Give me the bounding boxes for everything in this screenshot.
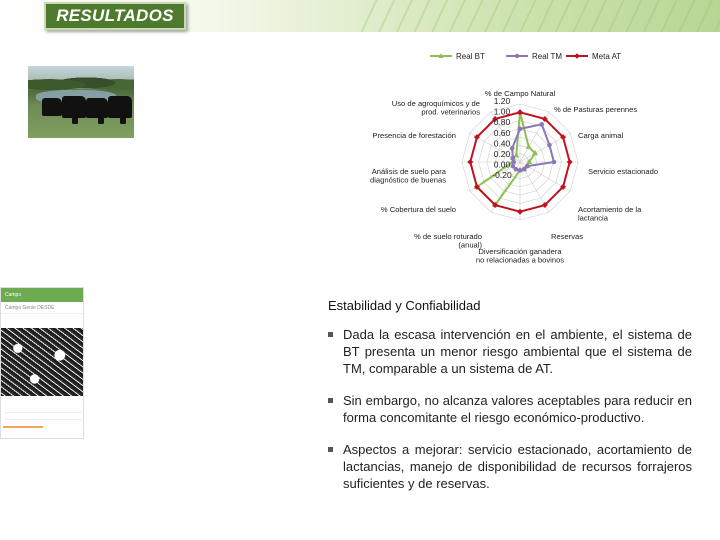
- axis-label-line: % Cobertura del suelo: [380, 205, 456, 214]
- bullet-item: [324, 392, 692, 426]
- series-marker: [547, 143, 552, 148]
- axis-label-line: % de Campo Natural: [484, 89, 556, 98]
- axis-label-line: prod. veterinarios: [421, 107, 480, 117]
- bullet-square-icon: [328, 398, 333, 403]
- axis-label-line: lactancia: [578, 213, 608, 223]
- series-marker: [526, 144, 532, 149]
- series-marker: [511, 156, 516, 161]
- section-heading: Estabilidad y Confiabilidad: [328, 298, 481, 313]
- radial-tick-label: 1.20: [493, 96, 511, 106]
- series-marker: [518, 127, 523, 132]
- axis-label: [372, 131, 456, 140]
- bullet-square-icon: [328, 332, 333, 337]
- bullet-text: Aspectos a mejorar: servicio estacionado, acortamiento de lactancias, manejo de disponibilidad de recursos forrajeros suficientes y de reservas.: [343, 442, 692, 491]
- phone-subtitle: Campo Genie DESDE: [1, 302, 83, 314]
- axis-label: [370, 167, 447, 185]
- cow: [120, 112, 126, 124]
- radial-tick-label: 0.60: [493, 127, 511, 138]
- bullet-text: Sin embargo, no alcanza valores aceptables para reducir en forma concomitante el riesgo económico-productivo.: [343, 393, 692, 425]
- bullet-item: [324, 441, 692, 492]
- radial-tick-label: 0.20: [493, 149, 511, 159]
- series-marker: [510, 146, 515, 151]
- axis-label-line: Servicio estacionado: [588, 167, 659, 176]
- axis-label-line: (anual): [458, 240, 482, 250]
- axis-label: [381, 205, 456, 214]
- axis-label: [392, 99, 480, 117]
- radial-tick-label: -0.20: [492, 170, 512, 181]
- title-box: [44, 2, 186, 30]
- series-line: [512, 124, 554, 170]
- series-marker: [522, 167, 527, 172]
- series-marker: [467, 159, 473, 165]
- radial-tick-label: 1.00: [493, 106, 511, 117]
- axis-label: [485, 89, 556, 98]
- leaf-decoration: [360, 0, 720, 32]
- axis-label-line: no relacionadas a bovinos: [475, 255, 565, 265]
- axis-label-line: Reservas: [551, 232, 584, 241]
- cow: [42, 98, 62, 116]
- radar-chart: [364, 46, 694, 272]
- axis-label: [476, 247, 564, 265]
- satellite-map: [1, 328, 84, 396]
- radial-tick-label: 0.40: [493, 138, 511, 149]
- axis-label-line: Presencia de forestación: [372, 131, 456, 140]
- axis-label-line: % de Pasturas perennes: [554, 105, 638, 114]
- legend-label: Meta AT: [592, 52, 622, 61]
- bullet-list: [324, 326, 692, 507]
- series-marker: [539, 122, 544, 127]
- axis-label-line: Diversificación ganadera: [478, 247, 562, 256]
- bullet-item: [324, 326, 692, 377]
- cattle-photo: [28, 66, 134, 138]
- tree-line: [28, 72, 134, 90]
- series-marker: [567, 159, 573, 165]
- cow: [98, 112, 104, 124]
- axis-label-line: Carga animal: [578, 131, 624, 140]
- phone-app-title: Campo: [5, 292, 22, 298]
- series-marker: [511, 160, 516, 165]
- phone-progress-bar: [3, 426, 43, 428]
- legend-marker: [574, 53, 580, 59]
- page-title: RESULTADOS: [56, 6, 174, 25]
- series-marker: [517, 209, 523, 215]
- series-marker: [518, 168, 523, 173]
- chart-legend: [430, 52, 621, 61]
- cow: [72, 112, 78, 124]
- axis-label: [588, 167, 658, 176]
- axis-label: [551, 232, 583, 241]
- axis-label: [554, 105, 637, 114]
- cow: [86, 98, 108, 118]
- radial-tick-label: 0.00: [493, 159, 511, 170]
- axis-label: [414, 232, 482, 250]
- axis-label-line: % de suelo roturado: [414, 232, 482, 241]
- phone-screenshot: [0, 287, 84, 439]
- axis-label: [578, 205, 642, 223]
- axis-label-line: Acortamiento de la: [578, 205, 642, 214]
- phone-bottom-panel: [1, 406, 84, 439]
- axis-label-line: Análisis de suelo para: [371, 167, 446, 176]
- axis-label: [578, 131, 623, 140]
- bullet-text: Dada la escasa intervención en el ambiente, el sistema de BT presenta un menor riesgo ambiental que el sistema de TM, comparable a un sistema de AT.: [343, 327, 692, 376]
- phone-app-bar: [1, 288, 83, 302]
- bullet-square-icon: [328, 447, 333, 452]
- legend-label: Real TM: [532, 52, 563, 61]
- radial-tick-labels: [492, 96, 512, 180]
- series-marker: [517, 109, 523, 115]
- legend-label: Real BT: [456, 52, 485, 61]
- axis-label-line: Uso de agroquímicos y de: [391, 99, 480, 108]
- series-marker: [552, 160, 557, 165]
- radial-tick-label: 0.80: [493, 117, 511, 128]
- axis-label-line: diagnóstico de buenas: [370, 175, 446, 185]
- legend-marker: [515, 54, 519, 58]
- series-marker: [511, 164, 516, 169]
